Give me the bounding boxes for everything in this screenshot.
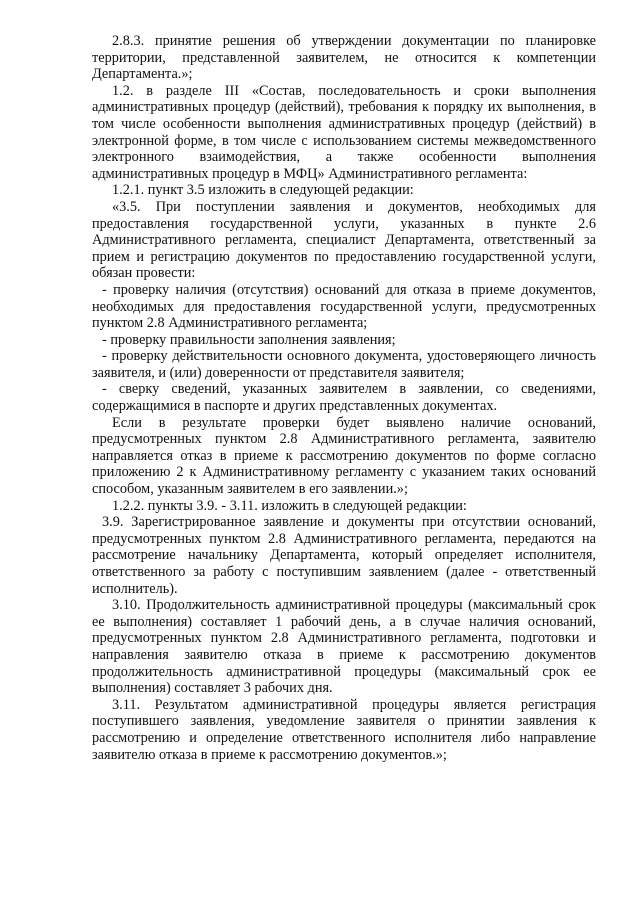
paragraph-1-2: 1.2. в разделе III «Состав, последовательность и сроки выполнения административных процедур (действий), требования к порядку их выполнения, в том числе особенности выполнения административных процедур (действий) в электронной форме, в том числе с использованием системы межведомственного электронного взаимодействия, а также особенности выполнения административных процедур в МФЦ» Административного регламента: — [92, 82, 596, 182]
list-item-check-identity: - проверку действительности основного документа, удостоверяющего личность заявителя, и (или) доверенности от представителя заявителя; — [92, 348, 596, 381]
paragraph-2-8-3: 2.8.3. принятие решения об утверждении документации по планировке территории, представленной заявителем, не относится к компетенции Департамента.»; — [92, 33, 596, 83]
list-item-reconcile: - сверку сведений, указанных заявителем в заявлении, со сведениями, содержащимися в паспорте и других представленных документах. — [92, 381, 596, 415]
paragraph-1-2-2: 1.2.2. пункты 3.9. - 3.11. изложить в следующей редакции: — [112, 497, 467, 514]
paragraph-refusal: Если в результате проверки будет выявлено наличие оснований, предусмотренных пунктом 2.8 Административного регламента, заявителю направляется отказ в приеме к рассмотрению документов по форме согласно приложению 2 к Административному регламенту с указанием таких оснований способом, указанным заявителем в его заявлении.»; — [92, 414, 596, 498]
paragraph-3-5: «3.5. При поступлении заявления и документов, необходимых для предоставления государственной услуги, указанных в пункте 2.6 Административного регламента, специалист Департамента, ответственный за прием и регистрацию документов по предоставлению государственной услуги, обязан провести: — [92, 198, 596, 282]
paragraph-3-11: 3.11. Результатом административной процедуры является регистрация поступившего заявления, уведомление заявителя о принятии заявления к рассмотрению и определение ответственного исполнителя либо направление заявителю отказа в приеме к рассмотрению документов.»; — [92, 696, 596, 763]
paragraph-3-10: 3.10. Продолжительность административной процедуры (максимальный срок ее выполнения) составляет 1 рабочий день, а в случае наличия оснований, предусмотренных пунктом 2.8 Административного регламента, подготовки и направления заявителю отказа в приеме к рассмотрению документов продолжительность административной процедуры (максимальный срок ее выполнения) составляет 3 рабочих дня. — [92, 597, 596, 697]
paragraph-3-9: 3.9. Зарегистрированное заявление и документы при отсутствии оснований, предусмотренных пунктом 2.8 Административного регламента, передаются на рассмотрение начальнику Департамента, который определяет исполнителя, ответственного за работу с поступившим заявлением (далее - ответственный исполнитель). — [92, 514, 596, 597]
paragraph-1-2-1: 1.2.1. пункт 3.5 изложить в следующей редакции: — [112, 182, 414, 199]
document-body — [92, 33, 596, 763]
list-item-check-form: - проверку правильности заполнения заявления; — [102, 331, 396, 348]
list-item-check-grounds: - проверку наличия (отсутствия) оснований для отказа в приеме документов, необходимых для предоставления государственной услуги, предусмотренных пунктом 2.8 Административного регламента; — [92, 281, 596, 332]
